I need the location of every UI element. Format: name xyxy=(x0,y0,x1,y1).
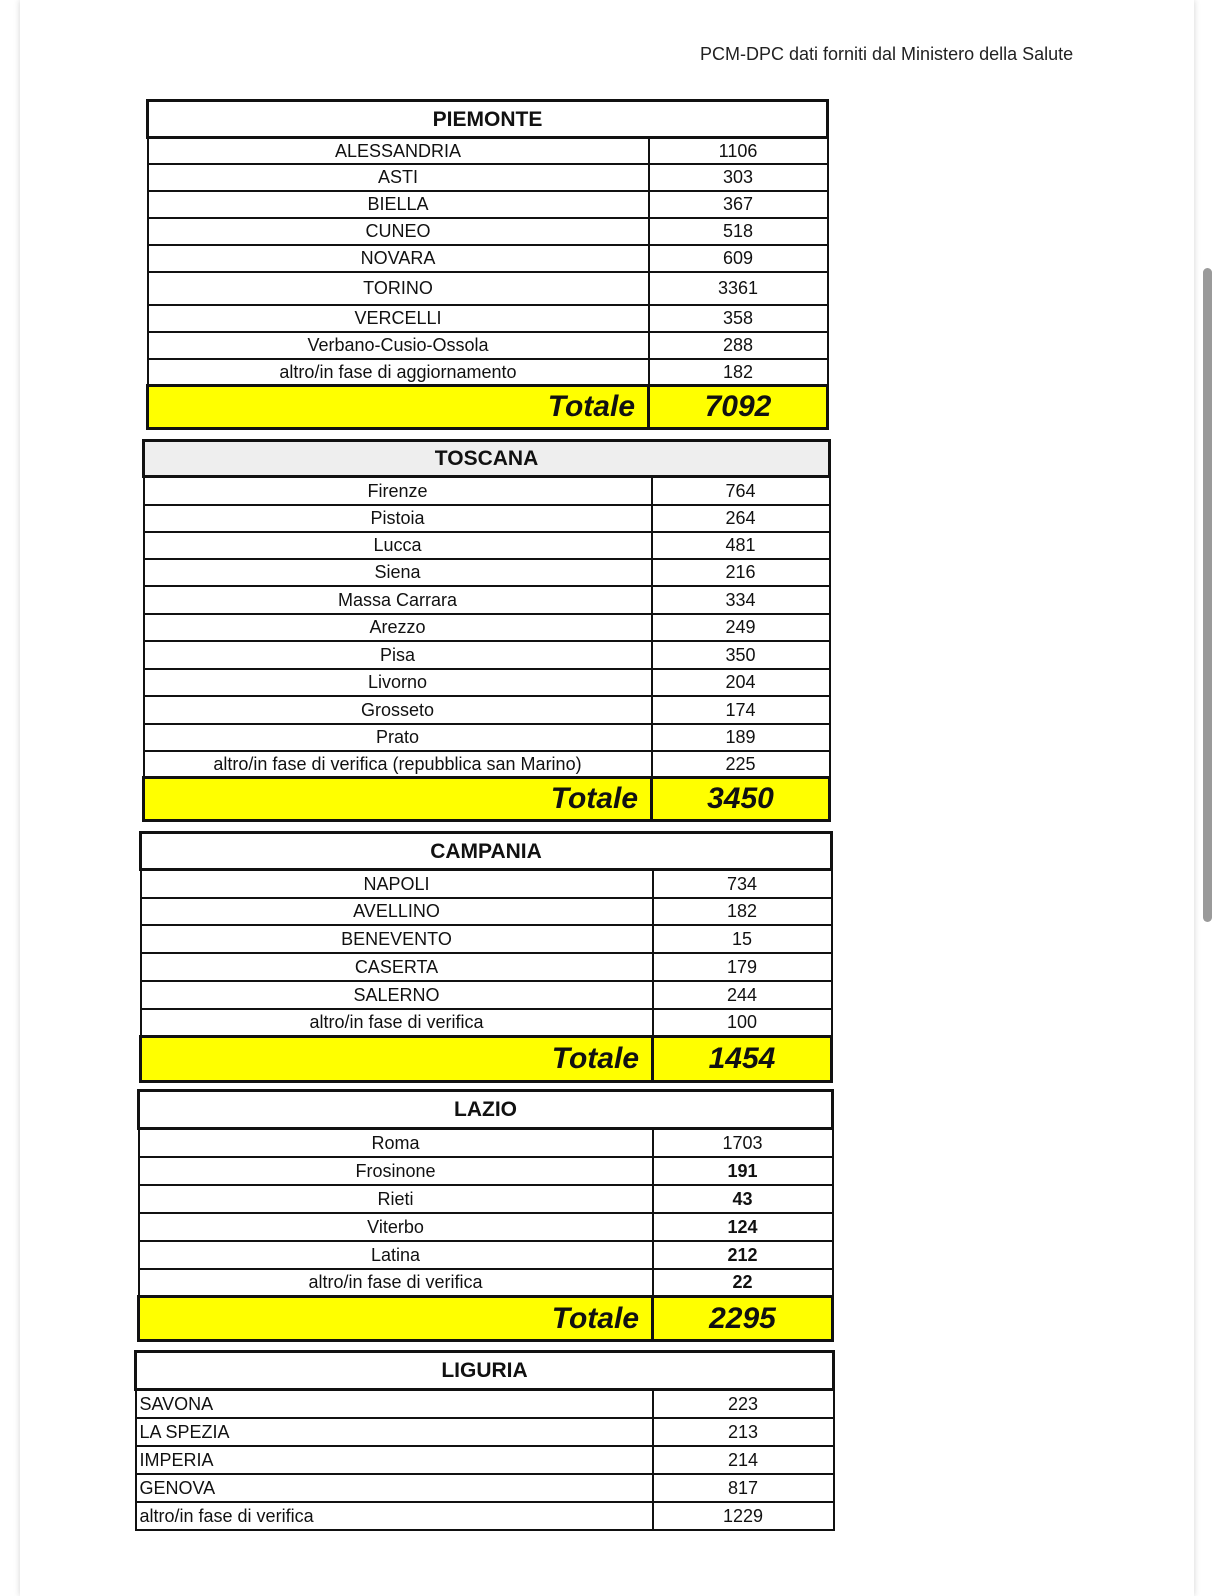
province-value: 100 xyxy=(653,1009,832,1037)
province-value: 734 xyxy=(653,870,832,898)
province-name: Livorno xyxy=(144,669,652,696)
total-label: Totale xyxy=(141,1037,653,1082)
province-value: 367 xyxy=(649,191,828,218)
total-value: 3450 xyxy=(652,778,830,821)
province-name: BIELLA xyxy=(148,191,649,218)
region-title: PIEMONTE xyxy=(148,101,828,138)
province-name: BENEVENTO xyxy=(141,925,653,953)
province-value: 225 xyxy=(652,751,830,778)
province-name: Verbano-Cusio-Ossola xyxy=(148,332,649,359)
province-name: LA SPEZIA xyxy=(136,1418,653,1446)
province-name: Siena xyxy=(144,559,652,586)
province-value: 223 xyxy=(653,1390,834,1418)
province-value: 1106 xyxy=(649,138,828,164)
province-name: Grosseto xyxy=(144,696,652,724)
province-name: NOVARA xyxy=(148,245,649,272)
province-name: Viterbo xyxy=(139,1213,653,1241)
total-value: 1454 xyxy=(653,1037,832,1082)
province-name: Pisa xyxy=(144,641,652,669)
province-name: TORINO xyxy=(148,272,649,305)
province-value: 264 xyxy=(652,505,830,532)
province-value: 213 xyxy=(653,1418,834,1446)
total-label: Totale xyxy=(148,386,649,429)
province-name: altro/in fase di verifica xyxy=(141,1009,653,1037)
province-value: 249 xyxy=(652,614,830,641)
province-name: altro/in fase di aggiornamento xyxy=(148,359,649,386)
province-value: 817 xyxy=(653,1474,834,1502)
province-name: Latina xyxy=(139,1241,653,1269)
province-name: Frosinone xyxy=(139,1157,653,1185)
province-value: 43 xyxy=(653,1185,833,1213)
region-table-piemonte xyxy=(146,99,829,430)
province-value: 212 xyxy=(653,1241,833,1269)
province-value: 244 xyxy=(653,981,832,1009)
province-value: 15 xyxy=(653,925,832,953)
province-name: Firenze xyxy=(144,477,652,505)
province-name: GENOVA xyxy=(136,1474,653,1502)
province-value: 350 xyxy=(652,641,830,669)
province-name: altro/in fase di verifica (repubblica san Marino) xyxy=(144,751,652,778)
province-name: Roma xyxy=(139,1129,653,1157)
province-value: 124 xyxy=(653,1213,833,1241)
province-value: 179 xyxy=(653,953,832,981)
province-name: Arezzo xyxy=(144,614,652,641)
region-table-campania xyxy=(139,831,833,1083)
province-name: Prato xyxy=(144,724,652,751)
province-name: NAPOLI xyxy=(141,870,653,898)
province-value: 481 xyxy=(652,532,830,559)
province-name: ASTI xyxy=(148,164,649,191)
region-table-lazio xyxy=(137,1089,834,1342)
total-value: 7092 xyxy=(649,386,828,429)
province-name: CUNEO xyxy=(148,218,649,245)
province-value: 204 xyxy=(652,669,830,696)
total-value: 2295 xyxy=(653,1297,833,1341)
province-name: Lucca xyxy=(144,532,652,559)
province-value: 303 xyxy=(649,164,828,191)
province-value: 174 xyxy=(652,696,830,724)
region-table-toscana xyxy=(142,439,831,822)
province-value: 216 xyxy=(652,559,830,586)
province-value: 288 xyxy=(649,332,828,359)
province-name: altro/in fase di verifica xyxy=(136,1502,653,1530)
province-value: 3361 xyxy=(649,272,828,305)
region-table-liguria xyxy=(134,1350,835,1531)
province-value: 764 xyxy=(652,477,830,505)
province-name: CASERTA xyxy=(141,953,653,981)
province-value: 22 xyxy=(653,1269,833,1297)
source-note: PCM-DPC dati forniti dal Ministero della Salute xyxy=(700,44,1074,64)
province-value: 1703 xyxy=(653,1129,833,1157)
province-value: 214 xyxy=(653,1446,834,1474)
vertical-scrollbar[interactable] xyxy=(1203,268,1212,922)
region-title: LAZIO xyxy=(139,1091,833,1129)
region-title: CAMPANIA xyxy=(141,833,832,870)
province-name: altro/in fase di verifica xyxy=(139,1269,653,1297)
province-name: Massa Carrara xyxy=(144,586,652,614)
total-label: Totale xyxy=(139,1297,653,1341)
province-name: IMPERIA xyxy=(136,1446,653,1474)
province-value: 182 xyxy=(653,898,832,925)
province-value: 1229 xyxy=(653,1502,834,1530)
province-value: 518 xyxy=(649,218,828,245)
province-name: ALESSANDRIA xyxy=(148,138,649,164)
province-value: 191 xyxy=(653,1157,833,1185)
region-title: TOSCANA xyxy=(144,441,830,477)
province-name: Rieti xyxy=(139,1185,653,1213)
province-name: AVELLINO xyxy=(141,898,653,925)
province-name: VERCELLI xyxy=(148,305,649,332)
total-label: Totale xyxy=(144,778,652,821)
province-name: SALERNO xyxy=(141,981,653,1009)
province-value: 182 xyxy=(649,359,828,386)
province-value: 358 xyxy=(649,305,828,332)
province-value: 334 xyxy=(652,586,830,614)
province-name: Pistoia xyxy=(144,505,652,532)
province-name: SAVONA xyxy=(136,1390,653,1418)
province-value: 609 xyxy=(649,245,828,272)
region-title: LIGURIA xyxy=(136,1352,834,1390)
province-value: 189 xyxy=(652,724,830,751)
